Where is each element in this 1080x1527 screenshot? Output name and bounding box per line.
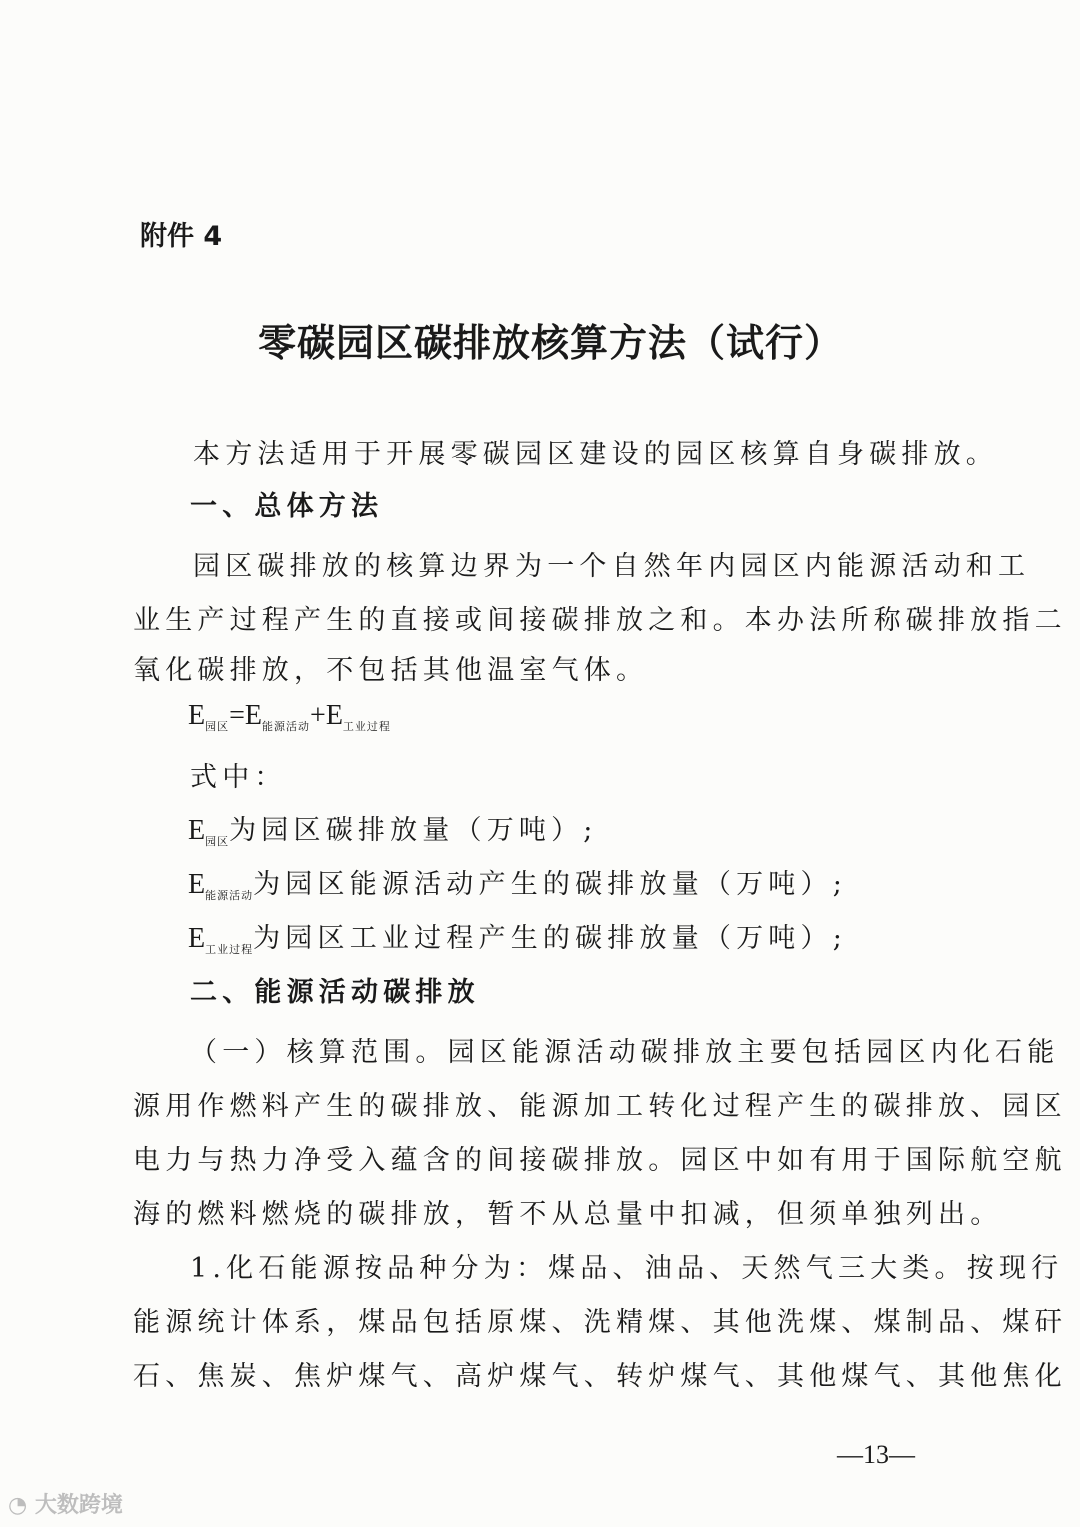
body-line: 能源统计体系，煤品包括原煤、洗精煤、其他洗煤、煤制品、煤矸 xyxy=(133,1307,1067,1338)
body-line: 1.化石能源按品种分为：煤品、油品、天然气三大类。按现行 xyxy=(190,1253,1064,1284)
formula: $E_{园区}=E_{能源活动}+E_{工业过程}$ xyxy=(188,700,391,733)
watermark: ◔ 大数跨境 xyxy=(8,1493,123,1518)
section-heading-2: 二、能源活动碳排放 xyxy=(190,977,480,1008)
definition-item: $E_{工业过程}$为园区工业过程产生的碳排放量（万吨）; xyxy=(188,923,848,956)
attachment-label: 附件 4 xyxy=(140,221,223,252)
intro-paragraph: 本方法适用于开展零碳园区建设的园区核算自身碳排放。 xyxy=(193,439,998,470)
body-line: 源用作燃料产生的碳排放、能源加工转化过程产生的碳排放、园区 xyxy=(133,1091,1067,1122)
definition-item: $E_{园区}$为园区碳排放量（万吨）; xyxy=(188,815,598,848)
body-line: 氧化碳排放，不包括其他温室气体。 xyxy=(133,655,649,686)
definition-item: $E_{能源活动}$为园区能源活动产生的碳排放量（万吨）; xyxy=(188,869,848,902)
body-line: 业生产过程产生的直接或间接碳排放之和。本办法所称碳排放指二 xyxy=(133,605,1067,636)
document-title: 零碳园区碳排放核算方法（试行） xyxy=(258,321,844,365)
body-line: 电力与热力净受入蕴含的间接碳排放。园区中如有用于国际航空航 xyxy=(133,1145,1067,1176)
body-line: 海的燃料燃烧的碳排放，暂不从总量中扣减，但须单独列出。 xyxy=(133,1199,1003,1230)
watermark-logo-icon: ◔ xyxy=(8,1493,28,1518)
body-line: 园区碳排放的核算边界为一个自然年内园区内能源活动和工 xyxy=(193,551,1031,582)
page-number: —13— xyxy=(837,1440,915,1469)
body-line: 石、焦炭、焦炉煤气、高炉煤气、转炉煤气、其他煤气、其他焦化 xyxy=(133,1361,1067,1392)
section-heading-1: 一、总体方法 xyxy=(190,491,384,522)
where-label: 式中： xyxy=(190,762,287,793)
body-line: （一）核算范围。园区能源活动碳排放主要包括园区内化石能 xyxy=(190,1037,1060,1068)
